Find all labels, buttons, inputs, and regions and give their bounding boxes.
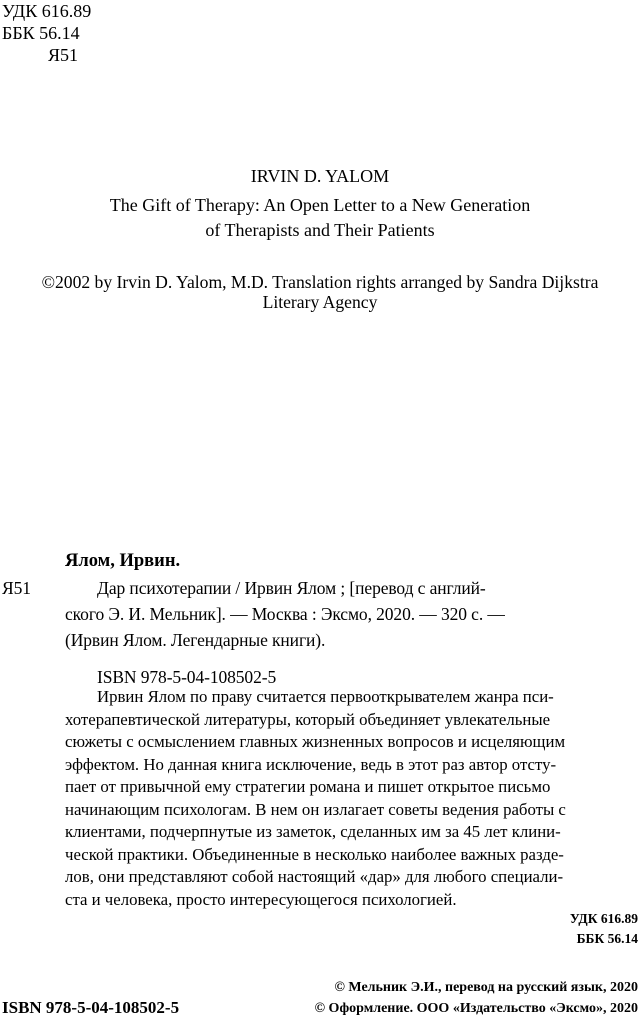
annotation-line-8: ческой практики. Объединенные в несколько наиболее важных разде-	[65, 845, 564, 864]
record-author-mark: Я51	[2, 578, 31, 598]
original-title-line-2: of Therapists and Their Patients	[205, 220, 435, 240]
annotation-line-5: пает от привычной ему стратегии романа и пишет открытое письмо	[65, 777, 551, 796]
record-description-line-3: (Ирвин Ялом. Легендарные книги).	[65, 630, 326, 650]
original-copyright-line-2: Literary Agency	[262, 292, 378, 312]
annotation-line-3: сюжеты с осмыслением главных жизненных вопросов и исцеляющим	[65, 732, 566, 751]
copyright-design: © Оформление. ООО «Издательство «Эксмо», 2020	[314, 1001, 638, 1016]
annotation-line-2: хотерапевтической литературы, который объединяет увлекательные	[65, 710, 551, 729]
record-isbn: ISBN 978-5-04-108502-5	[97, 667, 277, 687]
record-heading: Ялом, Ирвин.	[65, 551, 181, 571]
annotation-line-7: клиентами, подчерпнутые из заметок, сделанных им за 45 лет клини-	[65, 822, 561, 841]
footer-isbn: ISBN 978-5-04-108502-5	[2, 998, 180, 1017]
original-copyright-line-1: ©2002 by Irvin D. Yalom, M.D. Translation rights arranged by Sandra Dijkstra	[41, 272, 599, 292]
annotation-line-6: начинающим психологам. В нем он излагает советы ведения работы с	[65, 800, 566, 819]
udk-code-top: УДК 616.89	[2, 1, 92, 21]
record-description-line-2: ского Э. И. Мельник]. — Москва : Эксмо, 2020. — 320 с. —	[65, 604, 505, 624]
bbk-code-top: ББК 56.14	[2, 23, 80, 43]
annotation-line-10: ста и человека, просто интересующегося психологией.	[65, 890, 457, 909]
annotation-line-9: лов, они представляют собой настоящий «дар» для любого специали-	[65, 867, 564, 886]
bbk-code-bottom: ББК 56.14	[576, 931, 638, 946]
record-description-line-1: Дар психотерапии / Ирвин Ялом ; [перевод с англий-	[97, 578, 486, 598]
copyright-translation: © Мельник Э.И., перевод на русский язык, 2020	[334, 980, 638, 995]
original-title-line-1: The Gift of Therapy: An Open Letter to a New Generation	[109, 195, 531, 215]
author-mark-top: Я51	[48, 45, 79, 65]
original-author: IRVIN D. YALOM	[250, 166, 390, 186]
annotation-line-1: Ирвин Ялом по праву считается первооткрывателем жанра пси-	[97, 687, 554, 706]
udk-code-bottom: УДК 616.89	[569, 911, 638, 926]
annotation-line-4: эффектом. Но данная книга исключение, ведь в этот раз автор отсту-	[65, 755, 557, 774]
